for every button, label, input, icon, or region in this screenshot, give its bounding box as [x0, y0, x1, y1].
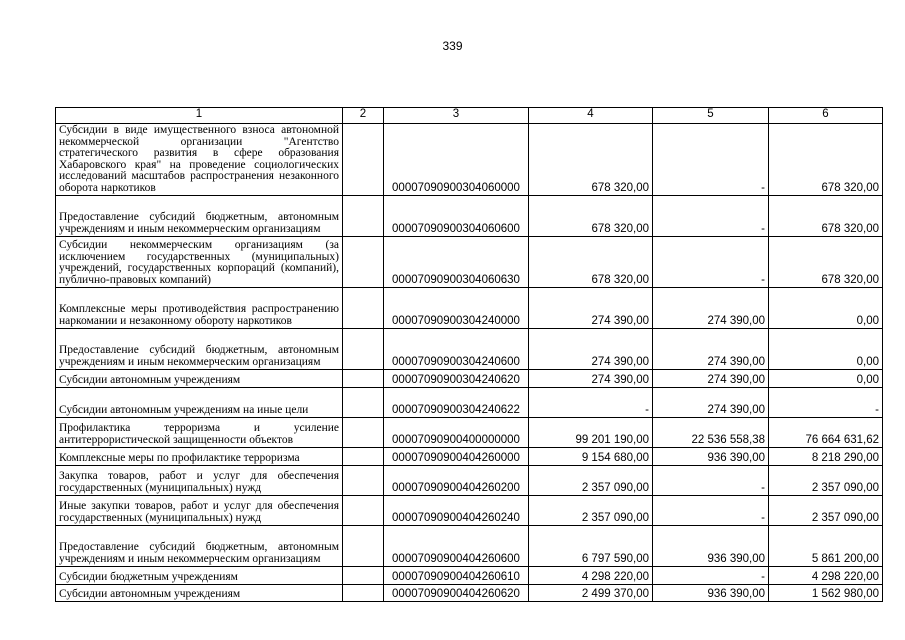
- table-row: [56, 526, 883, 567]
- row-col4: 2 357 090,00: [529, 496, 653, 526]
- row-col6: 0,00: [769, 370, 883, 388]
- column-header-3: 3: [384, 108, 529, 124]
- row-col5: 936 390,00: [653, 585, 769, 602]
- table-row: [56, 124, 883, 196]
- table-row: [56, 196, 883, 237]
- table-row: [56, 370, 883, 388]
- row-col6: 8 218 290,00: [769, 448, 883, 466]
- row-col4: 678 320,00: [529, 237, 653, 288]
- row-code: 00007090900404260620: [384, 585, 529, 602]
- row-code: 00007090900404260610: [384, 567, 529, 585]
- row-col2: [343, 124, 384, 196]
- row-col4: 274 390,00: [529, 288, 653, 329]
- row-col4: 6 797 590,00: [529, 526, 653, 567]
- row-col5: 274 390,00: [653, 288, 769, 329]
- row-col6: 0,00: [769, 288, 883, 329]
- row-col6: 4 298 220,00: [769, 567, 883, 585]
- row-name: Предоставление субсидий бюджетным, автономным учреждениям и иным некоммерческим организациям: [56, 329, 343, 370]
- row-code: 00007090900304060000: [384, 124, 529, 196]
- column-header-2: 2: [343, 108, 384, 124]
- row-col2: [343, 585, 384, 602]
- row-name: Профилактика терроризма и усиление антитеррористической защищенности объектов: [56, 418, 343, 448]
- row-col4: 678 320,00: [529, 196, 653, 237]
- row-col2: [343, 329, 384, 370]
- table-row: [56, 418, 883, 448]
- table-row: [56, 448, 883, 466]
- row-code: 00007090900404260200: [384, 466, 529, 496]
- row-name: Субсидии автономным учреждениям на иные цели: [56, 388, 343, 418]
- table-row: [56, 585, 883, 602]
- row-col4: 99 201 190,00: [529, 418, 653, 448]
- row-col5: 274 390,00: [653, 388, 769, 418]
- row-col2: [343, 196, 384, 237]
- row-col6: 678 320,00: [769, 196, 883, 237]
- row-col2: [343, 466, 384, 496]
- row-name: Субсидии автономным учреждениям: [56, 585, 343, 602]
- row-name: Субсидии автономным учреждениям: [56, 370, 343, 388]
- row-name: Комплексные меры по профилактике терроризма: [56, 448, 343, 466]
- table-row: [56, 466, 883, 496]
- row-code: 00007090900304240000: [384, 288, 529, 329]
- row-col4: -: [529, 388, 653, 418]
- budget-table: [55, 107, 883, 602]
- page-number: 339: [442, 39, 463, 53]
- column-header-6: 6: [769, 108, 883, 124]
- row-col5: -: [653, 196, 769, 237]
- row-code: 00007090900304060600: [384, 196, 529, 237]
- row-code: 00007090900304240622: [384, 388, 529, 418]
- row-col2: [343, 567, 384, 585]
- row-col5: 22 536 558,38: [653, 418, 769, 448]
- row-col6: 678 320,00: [769, 237, 883, 288]
- row-col6: 1 562 980,00: [769, 585, 883, 602]
- row-name: Закупка товаров, работ и услуг для обеспечения государственных (муниципальных) нужд: [56, 466, 343, 496]
- table-row: [56, 237, 883, 288]
- row-col4: 274 390,00: [529, 370, 653, 388]
- table-row: [56, 288, 883, 329]
- row-col2: [343, 388, 384, 418]
- row-name: Субсидии некоммерческим организациям (за исключением государственных (муниципальных) учреждений, государственных корпораций (компаний), публично-правовых компаний): [56, 237, 343, 288]
- row-name: Субсидии в виде имущественного взноса автономной некоммерческой организации "Агентство стратегического развития в сфере образования Хабаровского края" на проведение социологических исследований масштабов распространения незаконного оборота наркотиков: [56, 124, 343, 196]
- row-col6: 5 861 200,00: [769, 526, 883, 567]
- row-col6: 76 664 631,62: [769, 418, 883, 448]
- column-header-4: 4: [529, 108, 653, 124]
- row-col2: [343, 448, 384, 466]
- row-col2: [343, 288, 384, 329]
- row-col4: 2 357 090,00: [529, 466, 653, 496]
- row-col4: 274 390,00: [529, 329, 653, 370]
- row-name: Комплексные меры противодействия распространению наркомании и незаконному обороту наркотиков: [56, 288, 343, 329]
- row-code: 00007090900304060630: [384, 237, 529, 288]
- row-name: Субсидии бюджетным учреждениям: [56, 567, 343, 585]
- table-row: [56, 496, 883, 526]
- column-header-1: 1: [56, 108, 343, 124]
- row-col5: 936 390,00: [653, 526, 769, 567]
- row-col2: [343, 418, 384, 448]
- row-code: 00007090900404260240: [384, 496, 529, 526]
- row-col2: [343, 370, 384, 388]
- table-row: [56, 329, 883, 370]
- row-col5: -: [653, 237, 769, 288]
- row-col4: 2 499 370,00: [529, 585, 653, 602]
- row-col6: -: [769, 388, 883, 418]
- row-code: 00007090900404260600: [384, 526, 529, 567]
- row-col5: 274 390,00: [653, 370, 769, 388]
- row-col4: 9 154 680,00: [529, 448, 653, 466]
- table-header-row: [56, 108, 883, 124]
- row-code: 00007090900404260000: [384, 448, 529, 466]
- row-col6: 0,00: [769, 329, 883, 370]
- row-col6: 2 357 090,00: [769, 496, 883, 526]
- row-col2: [343, 526, 384, 567]
- row-col5: -: [653, 496, 769, 526]
- row-col5: -: [653, 567, 769, 585]
- row-code: 00007090900304240620: [384, 370, 529, 388]
- row-col5: 936 390,00: [653, 448, 769, 466]
- row-name: Предоставление субсидий бюджетным, автономным учреждениям и иным некоммерческим организациям: [56, 196, 343, 237]
- row-col5: -: [653, 466, 769, 496]
- row-col5: -: [653, 124, 769, 196]
- row-name: Предоставление субсидий бюджетным, автономным учреждениям и иным некоммерческим организациям: [56, 526, 343, 567]
- row-col5: 274 390,00: [653, 329, 769, 370]
- row-code: 00007090900400000000: [384, 418, 529, 448]
- column-header-5: 5: [653, 108, 769, 124]
- row-col6: 678 320,00: [769, 124, 883, 196]
- table-row: [56, 567, 883, 585]
- row-name: Иные закупки товаров, работ и услуг для обеспечения государственных (муниципальных) нужд: [56, 496, 343, 526]
- row-col2: [343, 496, 384, 526]
- row-col6: 2 357 090,00: [769, 466, 883, 496]
- table-row: [56, 388, 883, 418]
- row-col4: 678 320,00: [529, 124, 653, 196]
- row-col2: [343, 237, 384, 288]
- row-code: 00007090900304240600: [384, 329, 529, 370]
- row-col4: 4 298 220,00: [529, 567, 653, 585]
